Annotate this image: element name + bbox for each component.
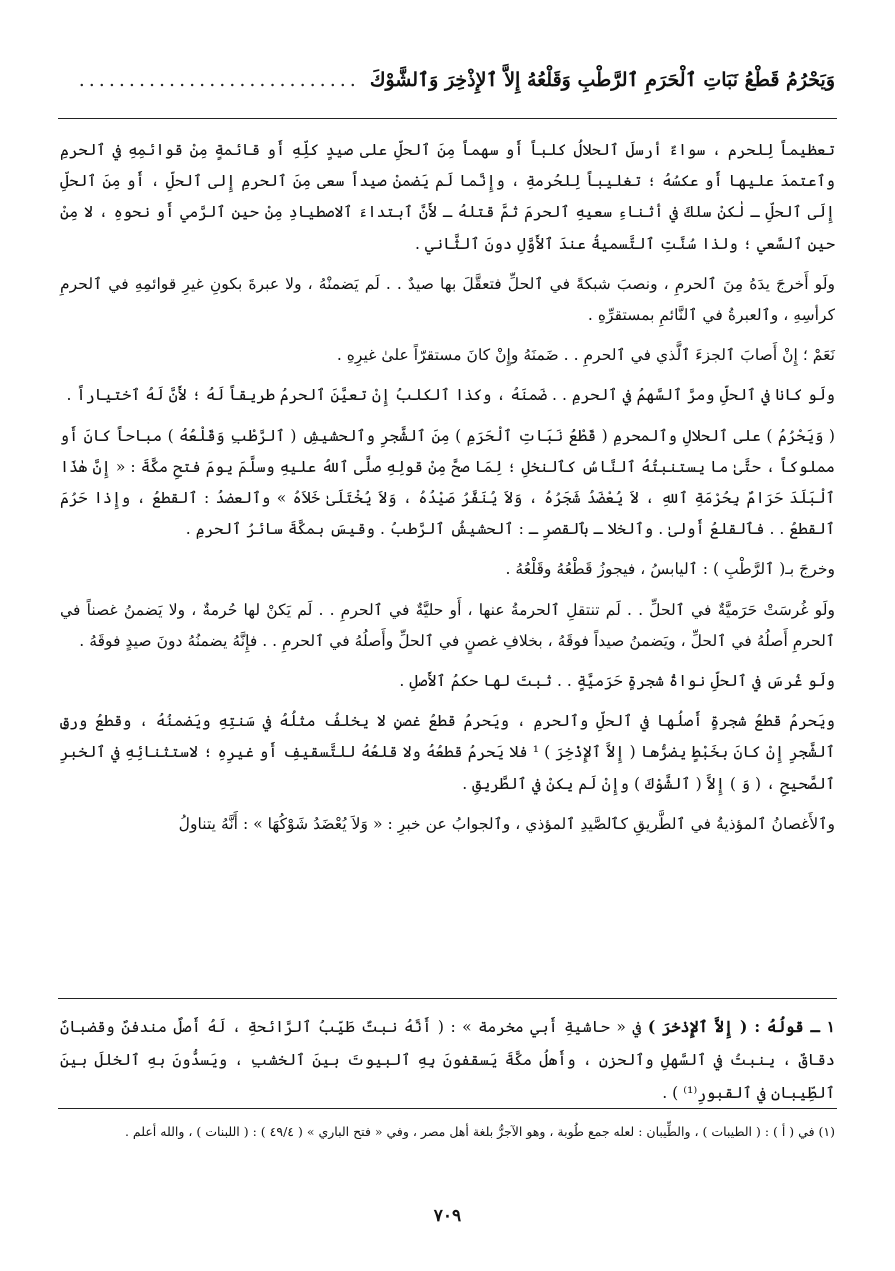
footnote-text: في « حاشيةِ أَبي مخرمة » : ( أَنَّهُ نبتٌ طَيِّبُ ٱلرَّائحةِ ، لَهُ أَصلٌ مندفنٌ وقضبانٌ دقاقٌ ، ينبتُ في ٱلسَّهلِ وٱلحزنِ ، وأَهلُ مكَّةَ يَسقفونَ بِهِ ٱلبيوتَ بينَ ٱلخشبِ ، ويَسدُّونَ بهِ ٱلخللَ بينَ ٱلطِّيبانِ في ٱلقبورِ⁽¹⁾ ) . — [60, 1018, 835, 1102]
footnote-rule-2 — [58, 1108, 837, 1109]
paragraph: تعظيماً لِلحرم ، سواءٌ أرسلَ ٱلحلالُ كلباً أَو سهماً مِنَ ٱلحلِّ على صيدٍ كلِّهِ أَو قائمةٍ مِنْ قوائمِهِ في ٱلحرمِ وٱعتمدَ عليها أَو عكسُهُ ؛ تغليباً لِلحُرمةِ ، وإِنَّما لَم يَضمنْ صيداً سعى مِنَ ٱلحرمِ إِلى ٱلحلِّ ، أَو مِنَ ٱلحلِّ إِلَى ٱلحلِّ ـ لٰكنْ سلكَ في أثناءِ سعيهِ ٱلحرمَ ثمَّ قتلهُ ـ لأَنَّ ٱبتداءَ ٱلاصطيادِ مِنْ حينِ ٱلرَّمي أَو نحوهِ ، لا مِنْ حينِ ٱلسَّعي ؛ ولذا سُنَّتِ ٱلتَّسميةُ عندَ ٱلأَوَّلِ دونَ ٱلثَّاني . — [60, 141, 835, 253]
paragraph: ( وَيَحْرُمُ ) على ٱلحلالِ وٱلمحرمِ ( قَطْعُ نَبَاتِ ٱلْحَرَمِ ) مِنَ ٱلشَّجرِ وٱلحشيشِ ( ٱلرَّطْبِ وَقَلْعُهُ ) مباحاً كانَ أَو مملوكاً ، حتَّىٰ ما يستنبتُهُ ٱلنَّاسُ كٱلنخلِ ؛ لِمَا صحَّ مِنْ قولِهِ صلَّى ٱللهُ عليهِ وسلَّمَ يومَ فتحِ مكَّةَ : « إِنَّ هٰذَا ٱلْبَلَدَ حَرَامٌ بِحُرْمَةِ ٱللهِ ، لاَ يُعْضَدُ شَجَرُهُ ، وَلاَ يُنَفَّرُ صَيْدُهُ ، وَلاَ يُخْتَلَىٰ خَلاَهُ » وٱلعضدُ : ٱلقطعُ ، وإِذا حَرُمَ ٱلقطعُ . . فٱلقلعُ أَولىٰ . وٱلخلا ـ بٱلقصرِ ـ : ٱلحشيشُ ٱلرَّطبُ . وقيسَ بمكَّةَ سائرُ ٱلحرمِ . — [60, 426, 835, 539]
running-header — [60, 56, 835, 104]
header-title: وَيَحْرُمُ قَطْعُ نَبَاتِ ٱلْحَرَمِ ٱلرَّطْبِ وَقَلْعُهُ إِلاَّ ٱلإِذْخِرَ وَٱلشَّوْكَ — [369, 69, 835, 91]
page-number: ٧٠٩ — [433, 1206, 462, 1226]
header-rule — [58, 118, 837, 119]
paragraph: ويَحرمُ قطعُ شجرةٍ أَصلُها في ٱلحلِّ وٱلحرمِ ، ويَحرمُ قطعُ غصنٍ لا يخلفُ مثلُهُ في سَنتِهِ ويَضمنُهُ ، وقطعُ ورقِ ٱلشَّجرِ إِنْ كانَ بخَبْطٍ يضرُّها ( إِلاَّ ٱلإِذْخِرَ ) ¹ فلا يَحرمُ قطعُهُ ولا قلعُهُ للتَّسقيفِ أَو غيرِهِ ؛ لاستثنائِهِ في ٱلخبرِ ٱلصَّحيحِ ، ( وَ ) إِلاَّ ( ٱلشَّوْكَ ) وإِنْ لَم يكنْ في ٱلطَّريقِ . — [60, 712, 835, 793]
paragraph: ولَو غُرسَتْ حَرَميَّةٌ في ٱلحلِّ . . لَم تنتقلِ ٱلحرمةُ عنها ، أَو حليَّةٌ في ٱلحرمِ . . لَم يَكنْ لها حُرمةٌ ، ولا يَضمنُ غصناً في ٱلحرمِ أَصلُهُ في ٱلحلِّ ، ويَضمنُ صيداً فوقَهُ ، بخلافِ غصنٍ في ٱلحلِّ وأَصلُهُ في ٱلحرمِ . . فإِنَّهُ يضمنُهُ دونَ صيدٍ فوقَهُ . — [60, 600, 835, 650]
main-text — [60, 135, 835, 849]
footnote-rule — [58, 998, 837, 999]
paragraph: وخرجَ بـ( ٱلرَّطْبِ ) : ٱليابسُ ، فيجوزُ قَطْعُهُ وقَلْعُهُ . — [505, 560, 835, 579]
paragraph: ولَو أَخرجَ يدَهُ مِنَ ٱلحرمِ ، ونصبَ شبكةً في ٱلحلِّ فتعقَّلَ بها صيدٌ . . لَم يَضمنْهُ ، ولا عبرةَ بكونِ غيرِ قوائمِهِ في ٱلحرمِ كرأسِهِ ، وٱلعبرةُ في ٱلنَّائمِ بمستقرِّهِ . — [60, 274, 835, 325]
paragraph: ولَو غُرسَ في ٱلحلِّ نواةُ شجرةٍ حَرَميَّةٍ . . ثبتَ لها حكمُ ٱلأَصلِ . — [399, 672, 835, 691]
footnote-text: (١) في ( أ ) : ( الطيبات ) ، والطِّيبان : لعله جمع طُوبة ، وهو الآجرُّ بلغة أهل مصر ، وفي « فتح الباري » ( ٤٩/٤ ) : ( اللبنات ) ، والله أعلم . — [124, 1124, 835, 1139]
paragraph: ولَو كانا في ٱلحلِّ ومرَّ ٱلسَّهمُ في ٱلحرمِ . . ضَمنَهُ ، وكذا ٱلكلبُ إِنْ تعيَّنَ ٱلحرمُ طريقاً لَهُ ؛ لأَنَّ لَهُ ٱختياراً . — [66, 386, 835, 405]
footnote-lead: ١ ـ قولُهُ : ( إِلاَّ ٱلإِذخرَ ) — [647, 1017, 835, 1036]
paragraph: وٱلأَغصانُ ٱلمؤذيةُ في ٱلطَّريقِ كٱلصَّيدِ ٱلمؤذي ، وٱلجوابُ عن خبرِ : « وَلاَ يُعْضَدُ شَوْكُهَا » : أَنَّهُ يتناولُ — [178, 814, 835, 833]
editor-footnote — [60, 1118, 835, 1145]
commentary-footnote — [60, 1010, 835, 1110]
header-leader-dots: ............................ — [78, 69, 360, 91]
paragraph: نَعَمْ ؛ إِنْ أَصابَ ٱلجزءَ ٱلَّذي في ٱلحرمِ . . ضَمنَهُ وإِنْ كانَ مستقرّاً علىٰ غيرِهِ . — [336, 346, 835, 365]
